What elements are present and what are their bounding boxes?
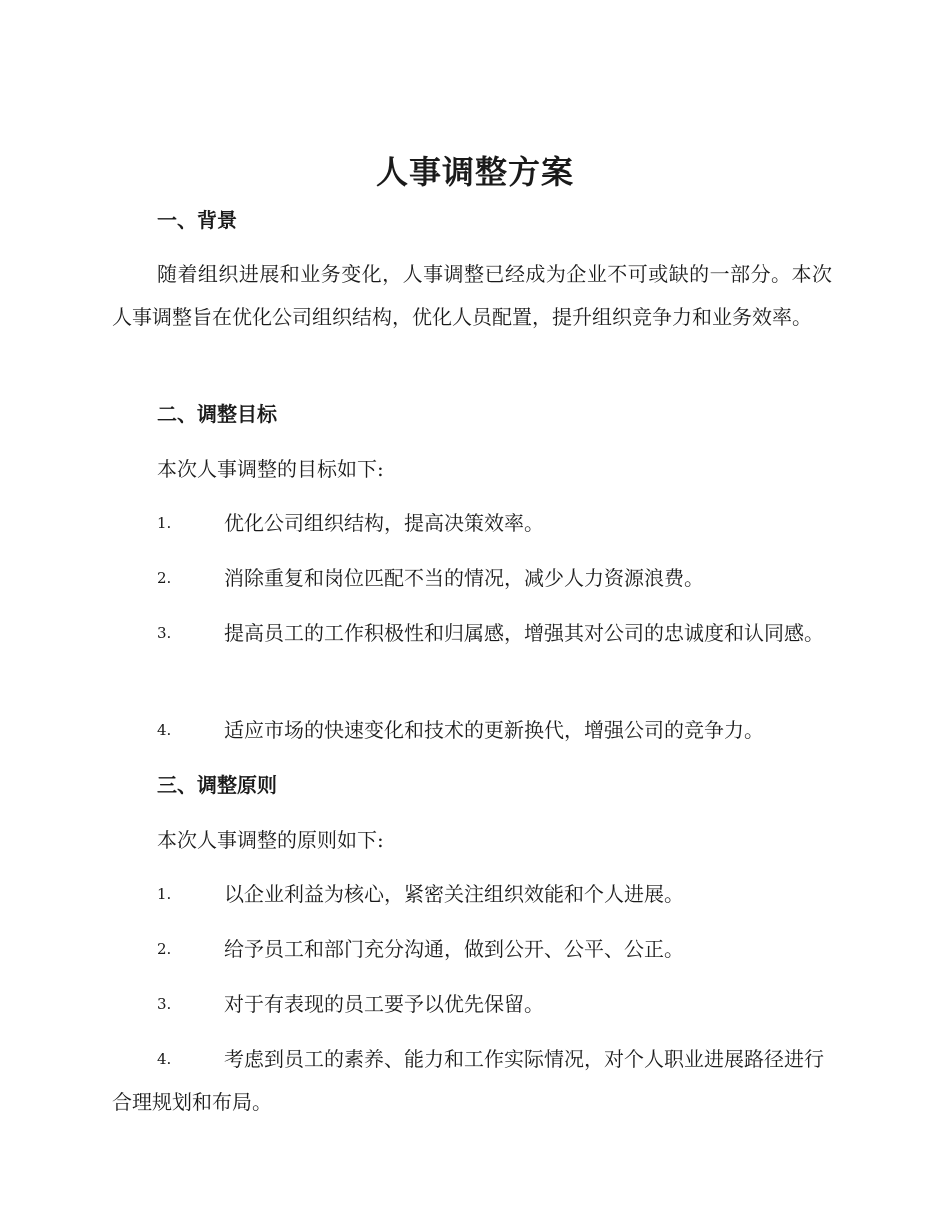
list-item-number: 2.: [157, 940, 172, 958]
section-heading-principles: 三、调整原则: [157, 773, 277, 797]
principles-list-item: [112, 873, 832, 916]
list-item-text: 对于有表现的员工要予以优先保留。: [224, 992, 544, 1016]
goals-list-item: [112, 557, 832, 600]
background-paragraph: 随着组织进展和业务变化，人事调整已经成为企业不可或缺的一部分。本次人事调整旨在优化公司组织结构，优化人员配置，提升组织竞争力和业务效率。: [112, 262, 832, 329]
document-title: 人事调整方案: [375, 153, 574, 191]
principles-list-item: [112, 928, 832, 971]
list-item-text: 以企业利益为核心，紧密关注组织效能和个人进展。: [224, 882, 684, 906]
principles-intro: 本次人事调整的原则如下:: [157, 828, 384, 852]
list-item-text: 给予员工和部门充分沟通，做到公开、公平、公正。: [224, 937, 684, 961]
goals-list-item: [112, 709, 832, 752]
section-heading-background: 一、背景: [157, 208, 237, 232]
list-item-text: 消除重复和岗位匹配不当的情况，减少人力资源浪费。: [224, 566, 704, 590]
list-item-text: 适应市场的快速变化和技术的更新换代，增强公司的竞争力。: [224, 718, 764, 742]
goals-intro: 本次人事调整的目标如下:: [157, 457, 384, 481]
list-item-text: 提高员工的工作积极性和归属感，增强其对公司的忠诚度和认同感。: [224, 621, 824, 645]
list-item-number: 4.: [157, 1050, 172, 1068]
section-heading-goals: 二、调整目标: [157, 402, 277, 426]
goals-list-item: [112, 502, 832, 545]
goals-list-item: [112, 612, 832, 655]
principles-list-item: [112, 1038, 832, 1124]
list-item-number: 2.: [157, 569, 172, 587]
list-item-text: 考虑到员工的素养、能力和工作实际情况，对个人职业进展路径进行合理规划和布局。: [112, 1047, 824, 1114]
list-item-number: 1.: [157, 514, 172, 532]
list-item-number: 3.: [157, 624, 172, 642]
list-item-number: 4.: [157, 721, 172, 739]
list-item-number: 1.: [157, 885, 172, 903]
principles-list-item: [112, 983, 832, 1026]
list-item-text: 优化公司组织结构，提高决策效率。: [224, 511, 544, 535]
list-item-number: 3.: [157, 995, 172, 1013]
